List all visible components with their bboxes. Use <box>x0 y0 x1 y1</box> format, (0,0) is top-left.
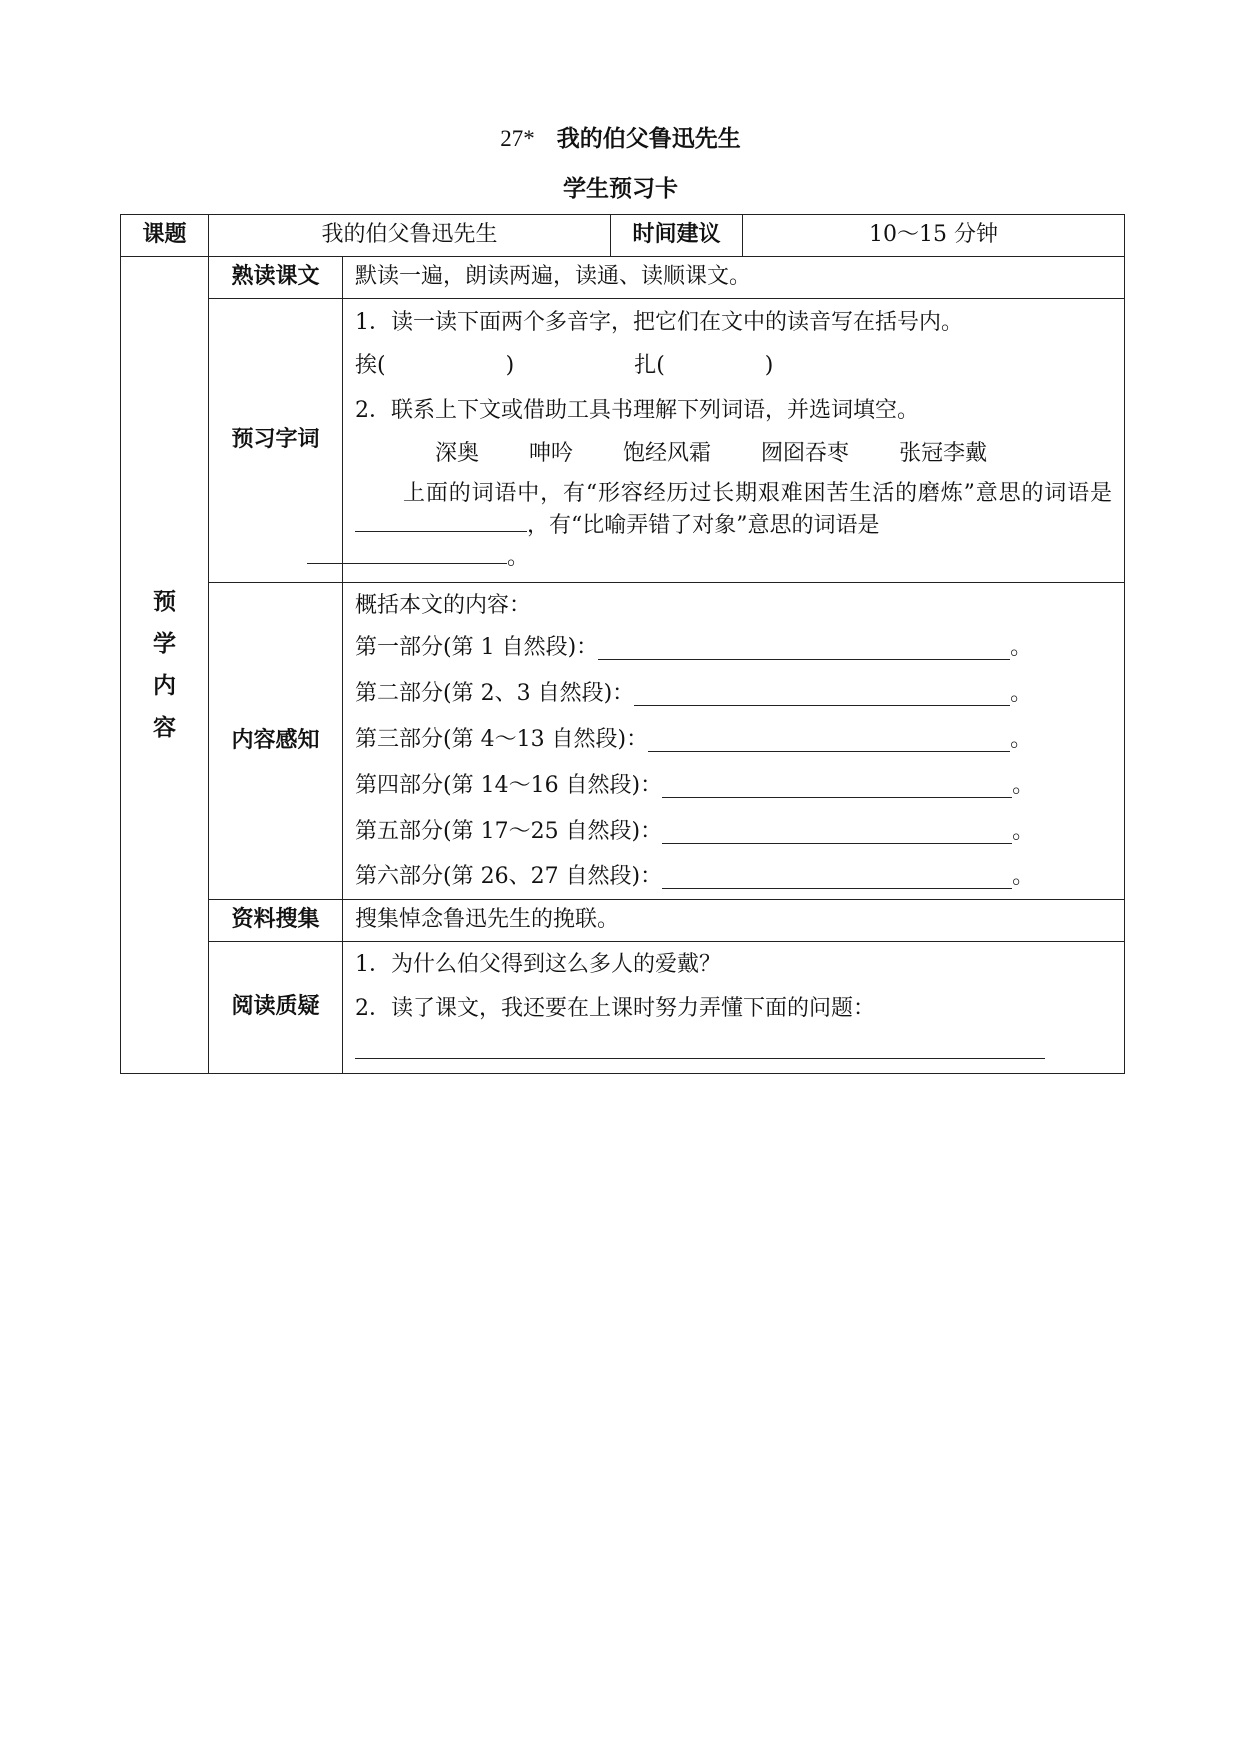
page-subtitle: 学生预习卡 <box>563 176 678 202</box>
row-content <box>121 583 1125 900</box>
period: 。 <box>1010 726 1033 752</box>
period: 。 <box>1010 680 1033 706</box>
topic-value: 我的伯父鲁迅先生 <box>209 215 611 257</box>
title-text: 我的伯父鲁迅先生 <box>556 126 741 152</box>
time-value: 10～15 分钟 <box>743 215 1125 257</box>
part-line <box>355 809 1112 855</box>
label-content: 内容感知 <box>209 583 343 900</box>
period: 。 <box>1010 634 1033 660</box>
answer-blank[interactable] <box>598 637 1010 660</box>
section-label-char: 预 <box>153 589 176 615</box>
page-title <box>0 120 1241 153</box>
part-line <box>355 855 1112 899</box>
word-list <box>355 433 1112 475</box>
part-line <box>355 625 1112 671</box>
row-vocab <box>121 299 1125 583</box>
part-label: 第三部分(第 4～13 自然段)： <box>355 726 649 752</box>
section-label <box>121 257 209 1074</box>
question-1: 1．为什么伯父得到这么多人的爱戴？ <box>355 951 721 977</box>
fill-paragraph <box>355 479 1112 573</box>
content-intro: 概括本文的内容： <box>355 592 532 618</box>
para-b: ，有“比喻弄错了对象”意思的词语是 <box>527 513 880 538</box>
content-cell <box>343 583 1125 900</box>
section-label-char: 容 <box>153 715 176 741</box>
period: 。 <box>1012 772 1035 798</box>
fill-blank[interactable] <box>307 541 507 564</box>
part-line <box>355 671 1112 717</box>
section-label-char: 学 <box>153 631 176 657</box>
part-line <box>355 717 1112 763</box>
vocab-cell <box>343 299 1125 583</box>
reading-text: 默读一遍，朗读两遍，读通、读顺课文。 <box>343 257 1125 299</box>
header-row <box>121 215 1125 257</box>
row-questions <box>121 942 1125 1074</box>
label-vocab: 预习字词 <box>209 299 343 583</box>
answer-blank[interactable] <box>662 775 1012 798</box>
para-end: 。 <box>507 545 530 570</box>
part-label: 第二部分(第 2、3 自然段)： <box>355 680 635 706</box>
word-item: 囫囵吞枣 <box>761 440 850 466</box>
vocab-q1: 1．读一读下面两个多音字，把它们在文中的读音写在括号内。 <box>355 309 963 335</box>
pinyin-line <box>355 343 1112 389</box>
questions-cell <box>343 942 1125 1074</box>
question-2: 2．读了课文，我还要在上课时努力弄懂下面的问题： <box>355 995 875 1021</box>
vocab-q2: 2．联系上下文或借助工具书理解下列词语，并选词填空。 <box>355 397 919 423</box>
answer-blank[interactable] <box>662 821 1012 844</box>
answer-blank[interactable] <box>662 866 1012 889</box>
word-item: 呻吟 <box>529 440 574 466</box>
part-line <box>355 763 1112 809</box>
char2-close: ) <box>764 352 774 378</box>
char1-close: ) <box>505 352 515 378</box>
char1: 挨( <box>355 352 386 378</box>
word-item: 张冠李戴 <box>899 440 988 466</box>
row-materials <box>121 900 1125 942</box>
period: 。 <box>1012 818 1035 844</box>
answer-blank[interactable] <box>648 729 1010 752</box>
part-label: 第四部分(第 14～16 自然段)： <box>355 772 663 798</box>
char2: 扎( <box>634 352 665 378</box>
question-answer-line <box>355 1032 1112 1062</box>
para-a: 上面的词语中，有“形容经历过长期艰难困苦生活的磨炼”意思的词语是 <box>403 481 1113 506</box>
label-time: 时间建议 <box>611 215 743 257</box>
part-label: 第六部分(第 26、27 自然段)： <box>355 863 663 889</box>
materials-text: 搜集悼念鲁迅先生的挽联。 <box>343 900 1125 942</box>
period: 。 <box>1012 863 1035 889</box>
label-reading: 熟读课文 <box>209 257 343 299</box>
answer-blank[interactable] <box>634 683 1010 706</box>
preview-card-table <box>120 214 1125 1074</box>
row-reading <box>121 257 1125 299</box>
label-questions: 阅读质疑 <box>209 942 343 1074</box>
section-label-char: 内 <box>153 673 176 699</box>
label-topic: 课题 <box>121 215 209 257</box>
part-label: 第五部分(第 17～25 自然段)： <box>355 818 663 844</box>
part-label: 第一部分(第 1 自然段)： <box>355 634 599 660</box>
answer-blank[interactable] <box>355 1036 1045 1059</box>
word-item: 深奥 <box>435 440 480 466</box>
fill-blank[interactable] <box>355 509 527 532</box>
word-item: 饱经风霜 <box>623 440 712 466</box>
label-materials: 资料搜集 <box>209 900 343 942</box>
title-number: 27* <box>500 126 535 151</box>
